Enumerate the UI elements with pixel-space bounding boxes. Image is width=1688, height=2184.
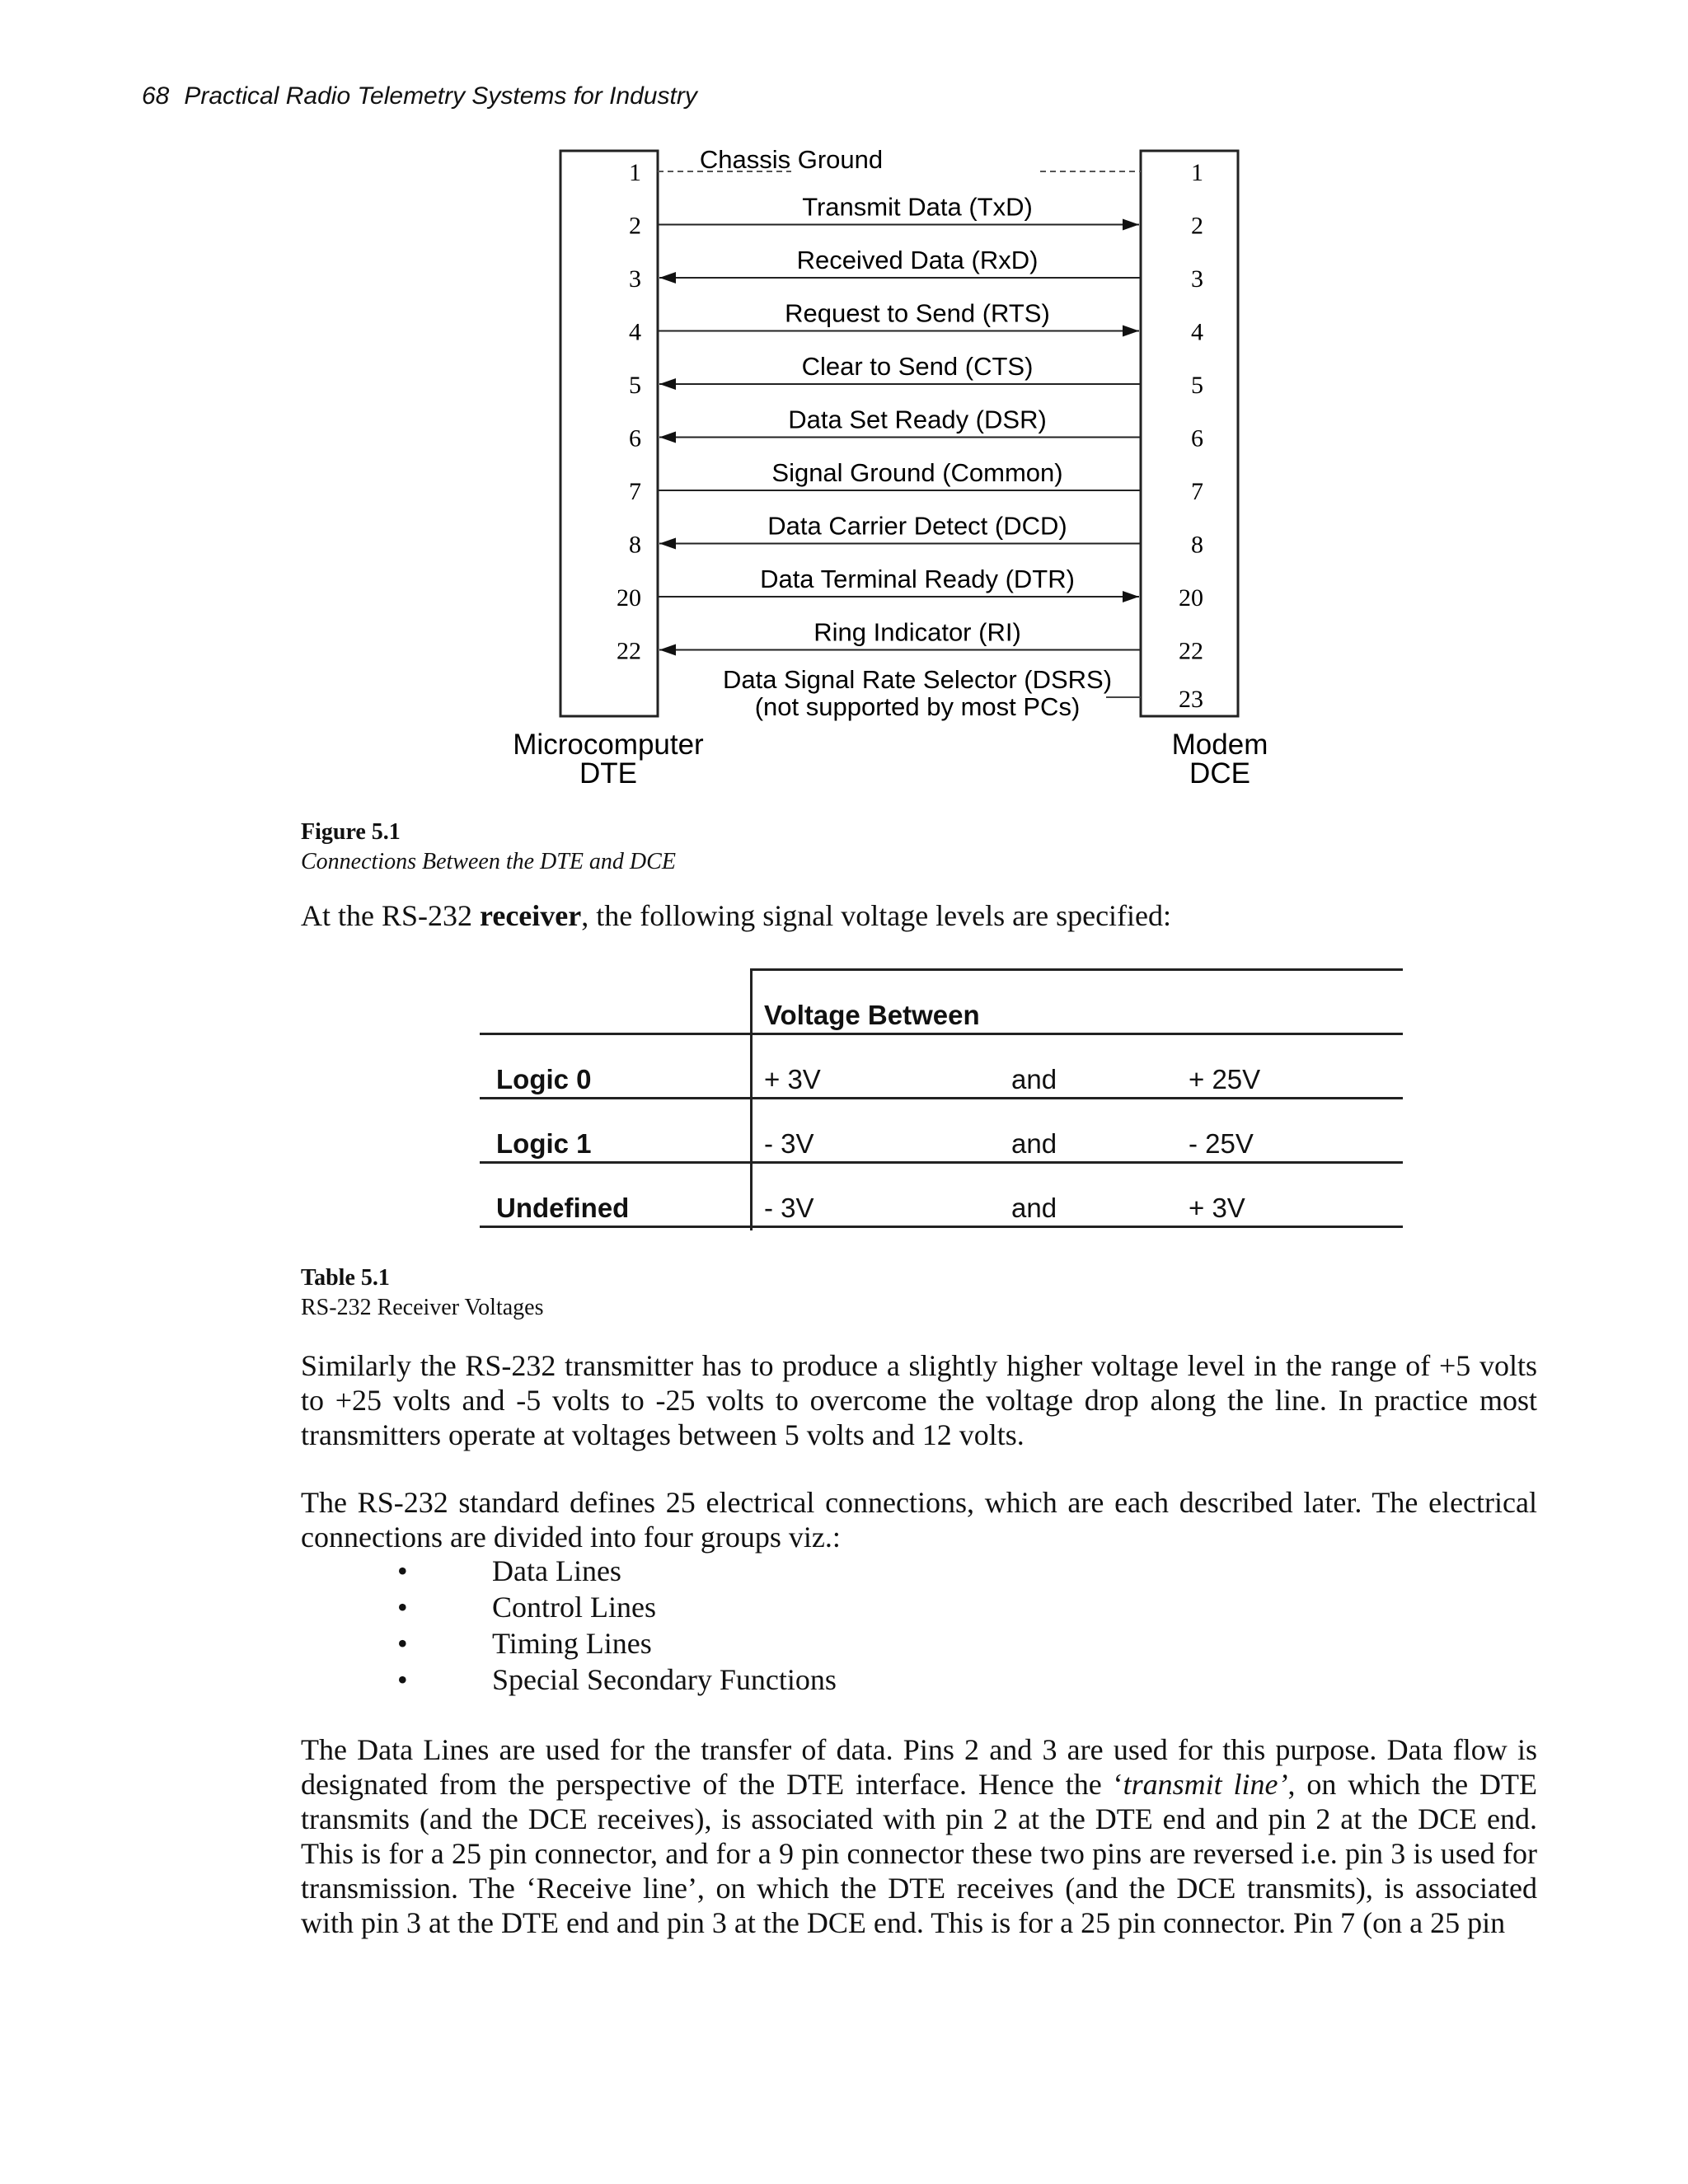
signal-label: Signal Ground (Common) [771, 458, 1063, 487]
data-lines-text-b: , on which the DTE transmits (and the DCE receives), is associated with pin 2 at the DTE end and pin 2 at the DCE end. This is for a 25 pin connector, and for a 9 pin connector these two pins are reversed i.e. pin 3 is used for transmission. The ‘Receive line’, on which the DTE receives (and the DCE transmits), is associated with pin 3 at the DTE end and pin 3 at the DCE end. This is for a 25 pin connector. Pin 7 (on a 25 pin [301, 1768, 1538, 1939]
list-item [397, 1661, 837, 1698]
figure-number: Figure 5.1 [301, 819, 401, 845]
dte-pin-7: 7 [629, 478, 641, 505]
page-number: 68 [142, 82, 170, 110]
dce-device-name: Modem [1171, 729, 1268, 761]
dte-pin-6: 6 [629, 424, 641, 452]
dce-pin-4: 4 [1191, 318, 1203, 346]
list-item [397, 1625, 837, 1661]
list-item [397, 1589, 837, 1625]
dte-pin-20: 20 [617, 584, 641, 612]
list-item-text: Special Secondary Functions [492, 1663, 837, 1696]
dce-connector-box [1141, 151, 1238, 716]
lead-sentence [301, 898, 1537, 933]
lead-text-before: At the RS-232 [301, 899, 481, 932]
table-divider [750, 968, 753, 1230]
dce-pin-22: 22 [1179, 637, 1203, 665]
row-low-undefined: - 3V [764, 1193, 814, 1223]
dce-pin-5: 5 [1191, 372, 1203, 399]
row-high-logic-0: + 25V [1189, 1064, 1261, 1094]
data-lines-italic: transmit line’ [1123, 1768, 1288, 1801]
dce-pin-7: 7 [1191, 478, 1203, 505]
signal-label: Clear to Send (CTS) [801, 352, 1034, 381]
dce-device-type: DCE [1189, 757, 1250, 790]
row-high-undefined: + 3V [1189, 1193, 1245, 1223]
signal-label: Ring Indicator (RI) [814, 617, 1021, 647]
bullet-dot: • [397, 1627, 408, 1660]
signal-label: Transmit Data (TxD) [802, 192, 1033, 222]
bullet-list [397, 1553, 837, 1698]
figure-caption [301, 818, 676, 877]
dte-pin-2: 2 [629, 212, 641, 240]
table-caption [301, 1263, 543, 1323]
dsrs-note: (not supported by most PCs) [754, 692, 1081, 721]
row-high-logic-1: - 25V [1189, 1128, 1254, 1159]
bullet-dot: • [397, 1591, 408, 1624]
dce-pin-1: 1 [1191, 159, 1203, 186]
data-lines-text-a: The Data Lines are used for the transfer of data. Pins 2 and 3 are used for this purpose. Data flow is designated from the perspective of the DTE interface. Hence the ‘ [301, 1733, 1537, 1801]
signal-label: Data Terminal Ready (DTR) [760, 565, 1075, 593]
bullet-dot: • [397, 1663, 408, 1696]
table-rule [480, 1033, 1403, 1035]
table-rule [480, 1097, 1403, 1099]
row-conj-logic-0: and [1011, 1064, 1057, 1094]
signal-label: Data Carrier Detect (DCD) [767, 511, 1067, 541]
signal-label: Data Set Ready (DSR) [788, 405, 1047, 434]
lead-text-after: , the following signal voltage levels are specified: [581, 899, 1172, 932]
dte-pin-3: 3 [629, 265, 641, 293]
row-label-logic-1: Logic 1 [496, 1128, 592, 1159]
row-low-logic-0: + 3V [764, 1064, 821, 1094]
signal-label: Received Data (RxD) [796, 246, 1039, 274]
dce-pin-20: 20 [1179, 584, 1203, 612]
dte-dce-connection-diagram [313, 140, 1467, 799]
paragraph-data-lines [301, 1732, 1537, 1940]
table-rule [480, 1161, 1403, 1164]
signal-label: Chassis Ground [699, 145, 884, 174]
row-low-logic-1: - 3V [764, 1128, 814, 1159]
list-item-text: Timing Lines [492, 1627, 652, 1660]
paragraph-transmitter: Similarly the RS-232 transmitter has to produce a slightly higher voltage level in the range of +5 volts to +25 volts and -5 volts to -25 volts to overcome the voltage drop along the line. In practice most transmitters operate at voltages between 5 volts and 12 volts. [301, 1349, 1537, 1451]
paragraph-connections: The RS-232 standard defines 25 electrical connections, which are each described later. The electrical connections are divided into four groups viz.: [301, 1486, 1537, 1554]
figure-caption-text: Connections Between the DTE and DCE [301, 849, 676, 874]
dte-device-type: DTE [579, 757, 637, 790]
row-conj-undefined: and [1011, 1193, 1057, 1223]
list-item-text: Data Lines [492, 1554, 621, 1587]
book-title: Practical Radio Telemetry Systems for Industry [184, 82, 697, 110]
dce-pin-2: 2 [1191, 212, 1203, 240]
table-number: Table 5.1 [301, 1265, 390, 1291]
dte-connector-box [560, 151, 658, 716]
signal-lines [617, 145, 1203, 665]
row-label-undefined: Undefined [496, 1193, 630, 1223]
dte-pin-22: 22 [617, 637, 641, 665]
bullet-dot: • [397, 1554, 408, 1587]
dce-pin-23: 23 [1179, 686, 1203, 713]
dce-pin-6: 6 [1191, 424, 1203, 452]
row-label-logic-0: Logic 0 [496, 1064, 592, 1094]
dce-pin-3: 3 [1191, 265, 1203, 293]
list-item-text: Control Lines [492, 1591, 656, 1624]
voltage-table [480, 968, 1403, 1230]
row-conj-logic-1: and [1011, 1128, 1057, 1159]
dte-pin-4: 4 [629, 318, 641, 346]
lead-bold-word: receiver [480, 899, 582, 932]
table-rule [480, 1226, 1403, 1228]
table-header: Voltage Between [764, 1000, 980, 1030]
list-item [397, 1553, 837, 1589]
dsrs-label: Data Signal Rate Selector (DSRS) [722, 665, 1113, 694]
running-header [142, 82, 697, 110]
dce-pin-8: 8 [1191, 531, 1203, 559]
dte-pin-8: 8 [629, 531, 641, 559]
dte-pin-5: 5 [629, 372, 641, 399]
signal-label: Request to Send (RTS) [785, 298, 1050, 328]
table-caption-text: RS-232 Receiver Voltages [301, 1295, 544, 1320]
dte-device-name: Microcomputer [513, 729, 704, 761]
table-rule [750, 968, 1403, 971]
dte-pin-1: 1 [629, 159, 641, 186]
